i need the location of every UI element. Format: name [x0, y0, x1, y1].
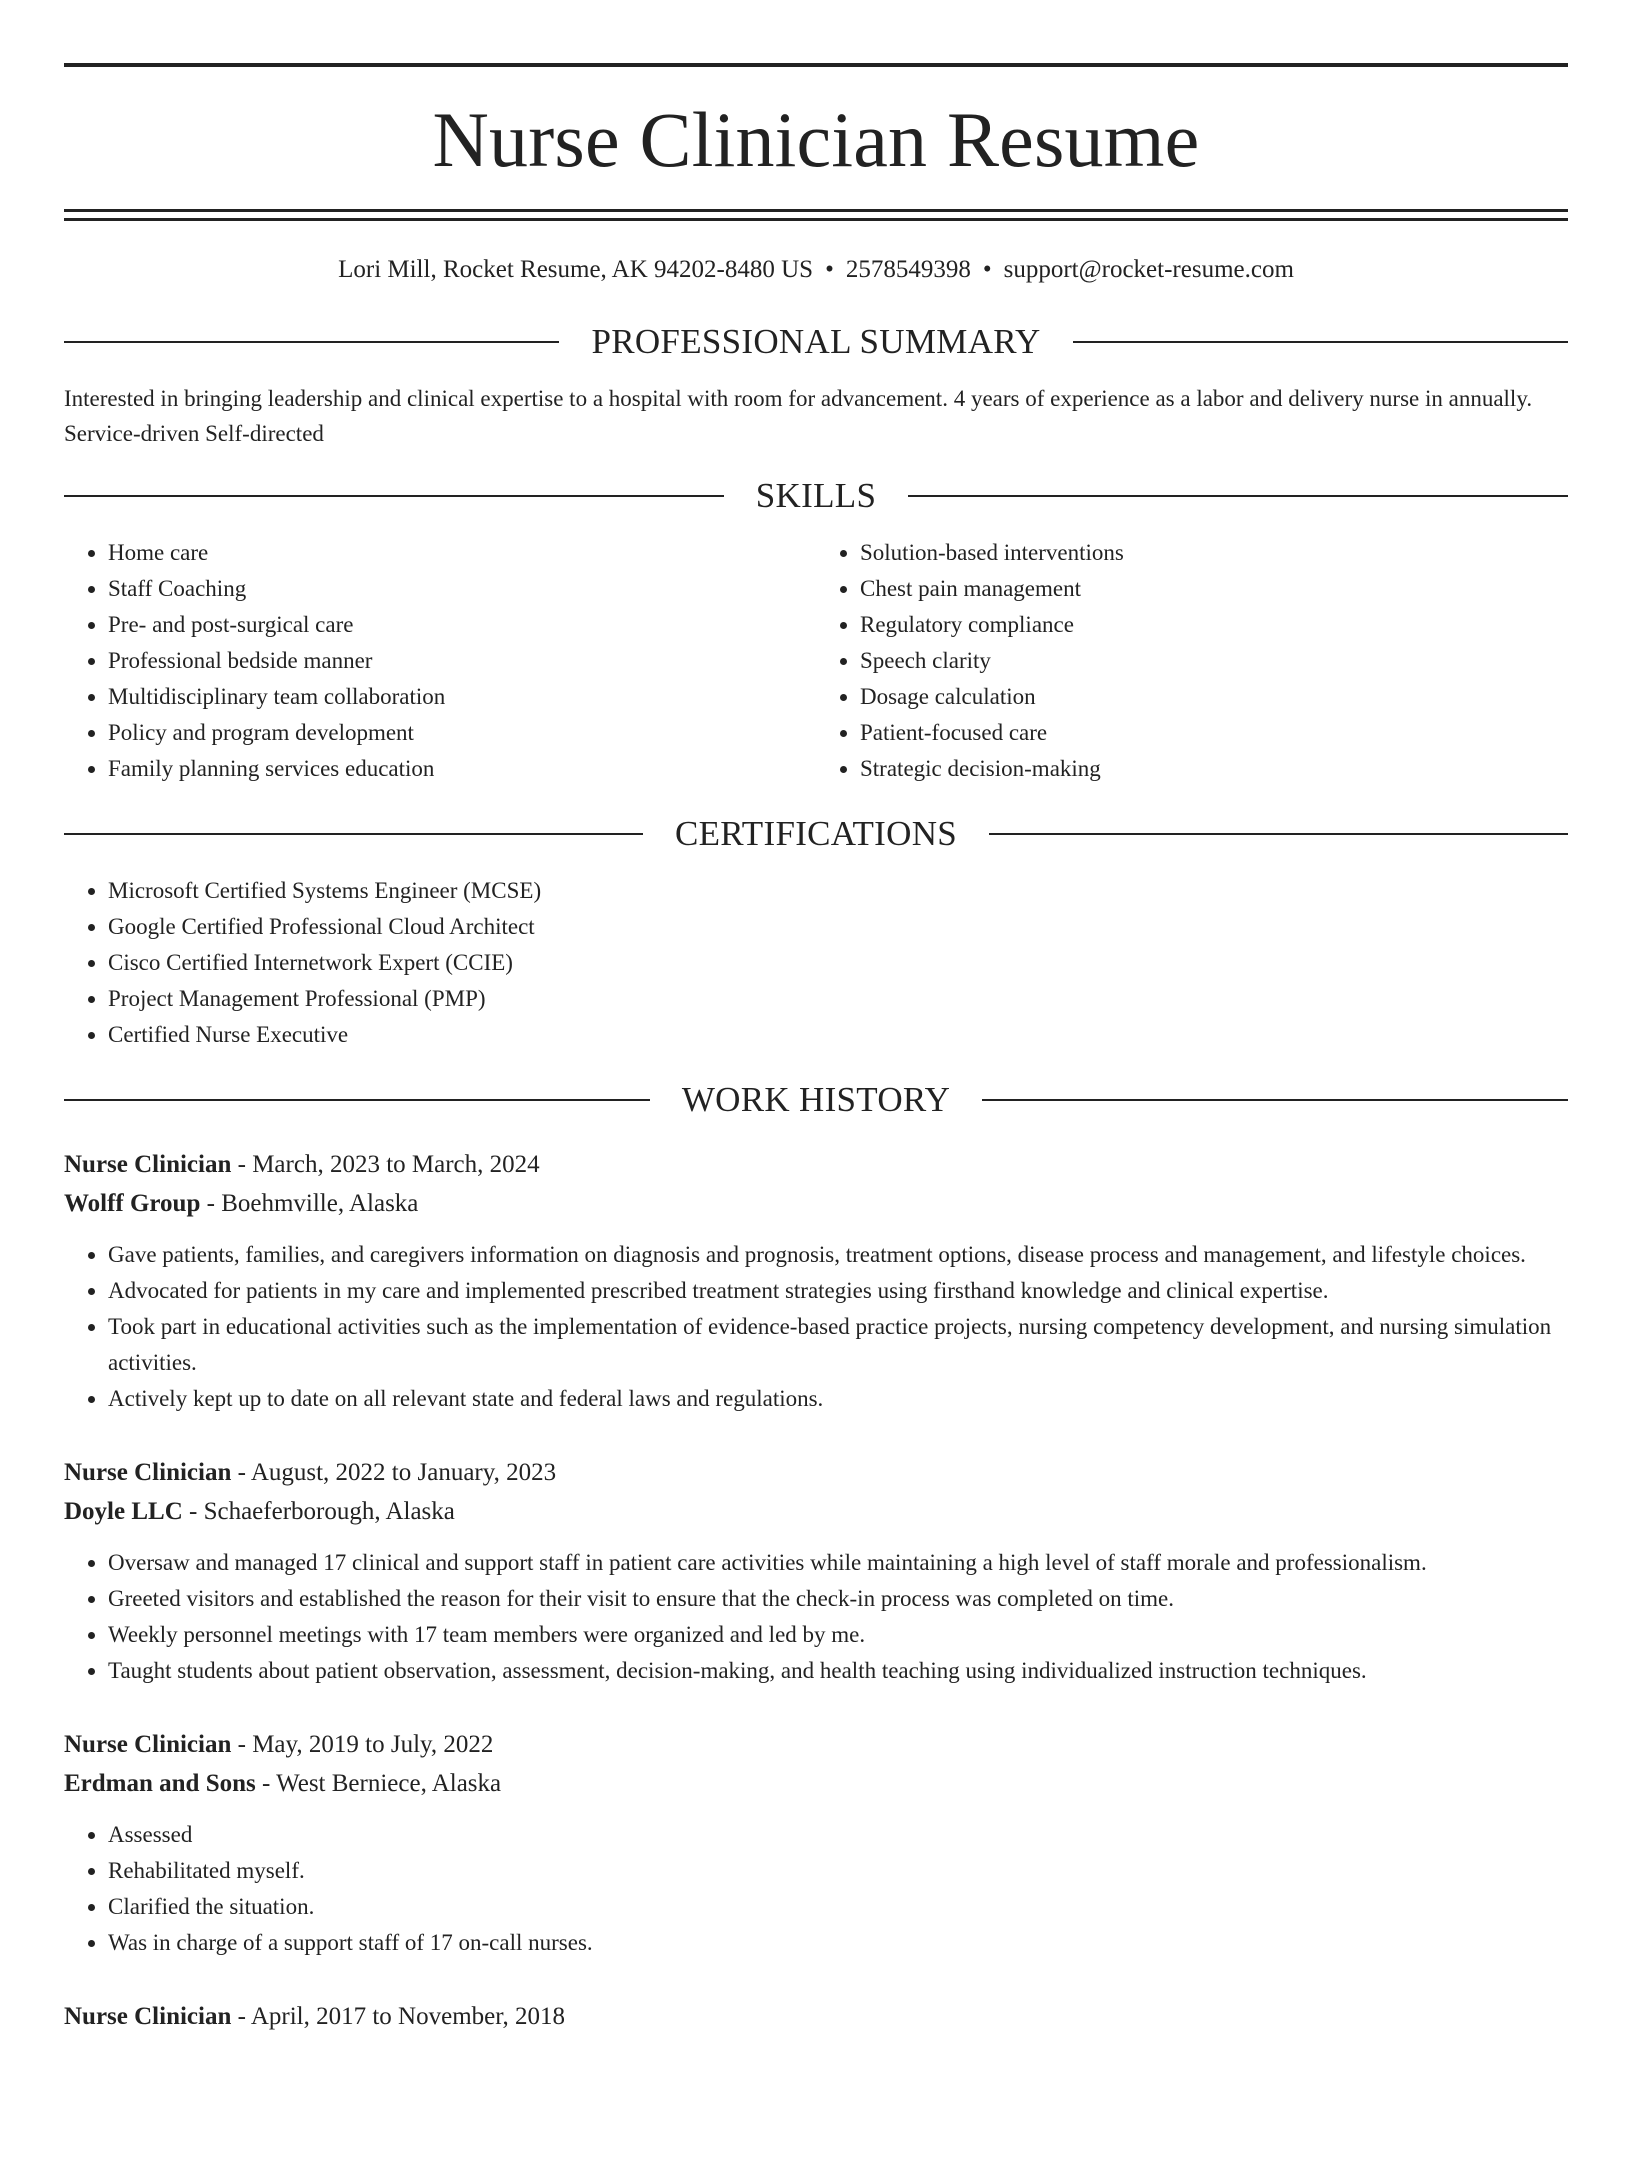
resume-page [0, 63, 1632, 2175]
skill-item: • Policy and program development [108, 715, 816, 751]
certification-item: • Google Certified Professional Cloud Architect [108, 909, 1568, 945]
job-location: - Schaeferborough, Alaska [182, 1498, 455, 1525]
job-entry [64, 1145, 1568, 1417]
skill-item: • Home care [108, 535, 816, 571]
skill-item: • Chest pain management [860, 571, 1568, 607]
skill-item: • Staff Coaching [108, 571, 816, 607]
job-title-line [64, 1145, 1568, 1184]
skill-item: • Multidisciplinary team collaboration [108, 679, 816, 715]
job-dates: - August, 2022 to January, 2023 [231, 1459, 557, 1486]
job-title: Nurse Clinician [64, 1731, 232, 1758]
job-location: - West Berniece, Alaska [255, 1770, 502, 1797]
job-duty-item: • Weekly personnel meetings with 17 team members were organized and led by me. [108, 1617, 1568, 1653]
skill-item: • Dosage calculation [860, 679, 1568, 715]
section-title: PROFESSIONAL SUMMARY [591, 322, 1041, 361]
skill-item: • Pre- and post-surgical care [108, 607, 816, 643]
contact-email: support@rocket-resume.com [1003, 256, 1294, 283]
job-title-line [64, 1453, 1568, 1492]
skills-list-right [816, 535, 1568, 787]
skill-item: • Strategic decision-making [860, 751, 1568, 787]
job-company-line [64, 1184, 1568, 1223]
job-duties-list [64, 1817, 1568, 1961]
job-dates: - May, 2019 to July, 2022 [231, 1731, 494, 1758]
job-company: Wolff Group [64, 1190, 201, 1217]
certification-item: • Microsoft Certified Systems Engineer (MCSE) [108, 873, 1568, 909]
page-title: Nurse Clinician Resume [432, 96, 1200, 183]
section-title: SKILLS [755, 476, 877, 515]
section-title: WORK HISTORY [681, 1080, 951, 1119]
job-duty-item: • Rehabilitated myself. [108, 1853, 1568, 1889]
skill-item: • Speech clarity [860, 643, 1568, 679]
job-duties-list [64, 1237, 1568, 1417]
top-rule [64, 63, 1568, 67]
skills-columns [64, 535, 1568, 787]
certifications-list [64, 873, 1568, 1053]
job-duty-item: • Advocated for patients in my care and implemented prescribed treatment strategies using firsthand knowledge and clinical expertise. [108, 1273, 1568, 1309]
heading-rule-left [64, 495, 724, 497]
job-duty-item: • Gave patients, families, and caregivers information on diagnosis and prognosis, treatment options, disease process and management, and lifestyle choices. [108, 1237, 1568, 1273]
work-history-jobs [64, 1145, 1568, 2036]
certification-item: • Project Management Professional (PMP) [108, 981, 1568, 1017]
job-duty-item: • Taught students about patient observation, assessment, decision-making, and health teaching using individualized instruction techniques. [108, 1653, 1568, 1689]
job-duties-list [64, 1545, 1568, 1689]
job-entry [64, 1453, 1568, 1689]
job-entry [64, 1725, 1568, 1961]
skills-list-left [64, 535, 816, 787]
title-double-rule [64, 209, 1568, 221]
skill-item: • Solution-based interventions [860, 535, 1568, 571]
contact-separator: • [982, 256, 992, 283]
job-duty-item: • Actively kept up to date on all relevant state and federal laws and regulations. [108, 1381, 1568, 1417]
job-duty-item: • Greeted visitors and established the reason for their visit to ensure that the check-in process was completed on time. [108, 1581, 1568, 1617]
heading-rule-right [908, 495, 1568, 497]
heading-rule-right [989, 833, 1568, 835]
job-title: Nurse Clinician [64, 2003, 232, 2030]
section-heading-certifications [64, 813, 1568, 855]
heading-rule-left [64, 341, 559, 343]
skill-item: • Family planning services education [108, 751, 816, 787]
heading-rule-left [64, 833, 643, 835]
certification-item: • Cisco Certified Internetwork Expert (CCIE) [108, 945, 1568, 981]
skill-item: • Regulatory compliance [860, 607, 1568, 643]
job-dates: - April, 2017 to November, 2018 [231, 2003, 566, 2030]
job-title-line [64, 1725, 1568, 1764]
summary-text: Interested in bringing leadership and clinical expertise to a hospital with room for advancement. 4 years of experience as a labor and delivery nurse in annually. Service-driven Self-directed [64, 386, 1533, 446]
skill-item: • Professional bedside manner [108, 643, 816, 679]
section-heading-skills [64, 475, 1568, 517]
job-title: Nurse Clinician [64, 1459, 232, 1486]
heading-rule-right [982, 1099, 1568, 1101]
job-company: Erdman and Sons [64, 1770, 256, 1797]
job-dates: - March, 2023 to March, 2024 [231, 1151, 540, 1178]
job-duty-item: • Took part in educational activities such as the implementation of evidence-based practice projects, nursing competency development, and nursing simulation activities. [108, 1309, 1568, 1381]
job-company: Doyle LLC [64, 1498, 183, 1525]
job-duty-item: • Was in charge of a support staff of 17 on-call nurses. [108, 1925, 1568, 1961]
job-duty-item: • Assessed [108, 1817, 1568, 1853]
job-company-line [64, 1492, 1568, 1531]
certification-item: • Certified Nurse Executive [108, 1017, 1568, 1053]
section-title: CERTIFICATIONS [674, 814, 958, 853]
job-duty-item: • Clarified the situation. [108, 1889, 1568, 1925]
heading-rule-left [64, 1099, 650, 1101]
job-title-line [64, 1997, 1568, 2036]
job-duty-item: • Oversaw and managed 17 clinical and support staff in patient care activities while maintaining a high level of staff morale and professionalism. [108, 1545, 1568, 1581]
contact-phone: 2578549398 [845, 256, 971, 283]
job-entry [64, 1997, 1568, 2036]
job-title: Nurse Clinician [64, 1151, 232, 1178]
contact-separator: • [825, 256, 834, 283]
contact-address: Lori Mill, Rocket Resume, AK 94202-8480 US [338, 256, 814, 283]
heading-rule-right [1073, 341, 1568, 343]
skill-item: • Patient-focused care [860, 715, 1568, 751]
contact-line [64, 255, 1568, 285]
section-heading-work-history [64, 1079, 1568, 1121]
section-heading-summary [64, 321, 1568, 363]
job-company-line [64, 1764, 1568, 1803]
job-location: - Boehmville, Alaska [200, 1190, 419, 1217]
